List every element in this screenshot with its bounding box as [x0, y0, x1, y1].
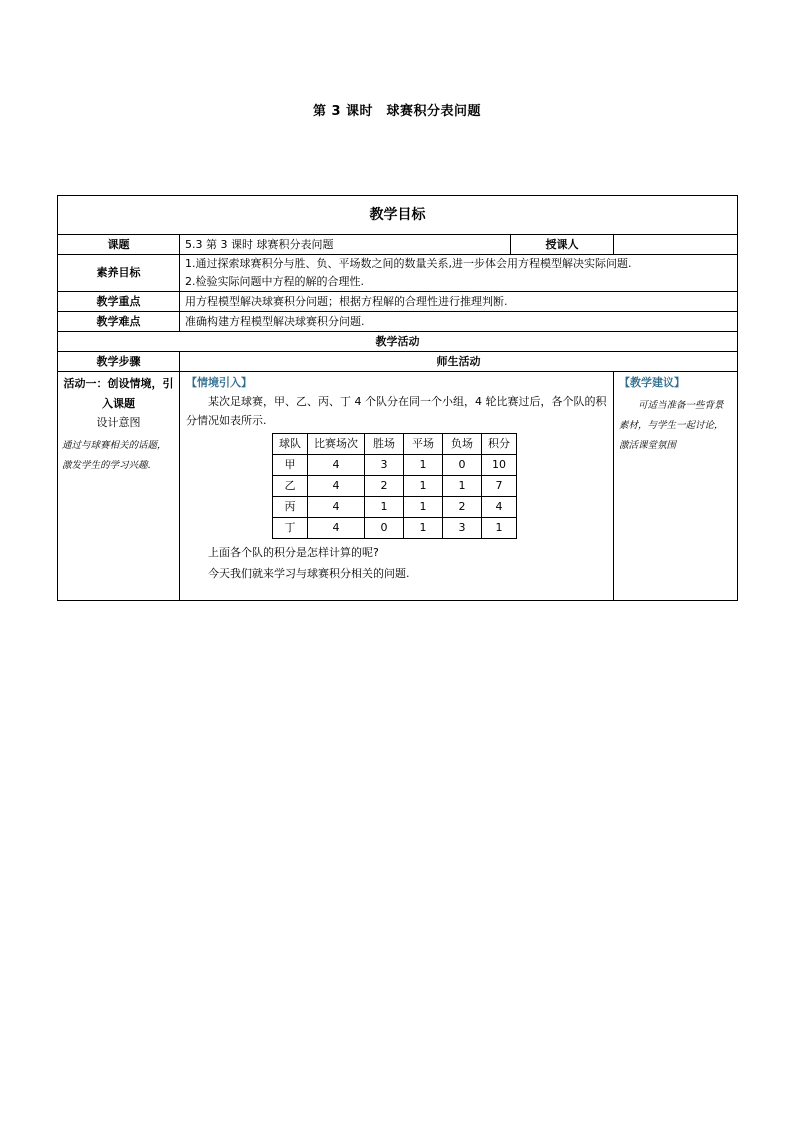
- score-table-cell: 3: [365, 455, 404, 476]
- question-text: 上面各个队的积分是怎样计算的呢?: [208, 546, 379, 559]
- score-table-row: [273, 497, 517, 518]
- score-table-cell: 0: [443, 455, 482, 476]
- teaching-suggestion-text: 可适当准备一些背景素材，与学生一起讨论，激活课堂氛围: [619, 400, 724, 451]
- literacy-goals-label: 素养目标: [58, 255, 180, 292]
- teaching-suggestion-tag: 【教学建议】: [619, 376, 685, 389]
- score-table-cell: 4: [482, 497, 517, 518]
- score-table-row: [273, 518, 517, 539]
- score-table-header: 积分: [482, 434, 517, 455]
- literacy-goal-item: 2.检验实际问题中方程的解的合理性.: [185, 275, 364, 288]
- score-table-cell: 1: [365, 497, 404, 518]
- teacher-value: [614, 235, 738, 255]
- score-table-cell: 4: [308, 497, 365, 518]
- teacher-student-activity-label: 师生活动: [180, 352, 738, 372]
- score-table-cell: 丙: [273, 497, 308, 518]
- topic-label: 课题: [58, 235, 180, 255]
- score-table-cell: 1: [482, 518, 517, 539]
- literacy-goal-item: 1.通过探索球赛积分与胜、负、平场数之间的数量关系,进一步体会用方程模型解决实际问题.: [185, 257, 632, 270]
- score-table-cell: 甲: [273, 455, 308, 476]
- activity1-steps-cell: [58, 372, 180, 601]
- teaching-goals-header: 教学目标: [58, 196, 738, 235]
- score-table-cell: 0: [365, 518, 404, 539]
- difficulties-label: 教学难点: [58, 312, 180, 332]
- situation-intro-tag: 【情境引入】: [186, 376, 252, 389]
- score-table-cell: 1: [404, 455, 443, 476]
- score-table-cell: 4: [308, 455, 365, 476]
- topic-value: 5.3 第 3 课时 球赛积分表问题: [180, 235, 511, 255]
- closing-text: 今天我们就来学习与球赛积分相关的问题.: [208, 567, 410, 580]
- score-table: [272, 433, 517, 539]
- score-table-header: 比赛场次: [308, 434, 365, 455]
- teaching-activities-header: 教学活动: [58, 332, 738, 352]
- score-table-header: 球队: [273, 434, 308, 455]
- score-table-cell: 3: [443, 518, 482, 539]
- activity1-title: 活动一：创设情境，引入课题: [63, 377, 174, 410]
- lesson-plan-table: [57, 195, 738, 601]
- score-table-cell: 2: [365, 476, 404, 497]
- score-table-cell: 丁: [273, 518, 308, 539]
- score-table-header: 平场: [404, 434, 443, 455]
- key-points-label: 教学重点: [58, 292, 180, 312]
- teacher-label: 授课人: [511, 235, 614, 255]
- score-table-cell: 10: [482, 455, 517, 476]
- score-table-cell: 1: [404, 476, 443, 497]
- score-table-cell: 1: [404, 518, 443, 539]
- score-table-cell: 7: [482, 476, 517, 497]
- score-table-header: 负场: [443, 434, 482, 455]
- page-title: 第 3 课时 球赛积分表问题: [312, 104, 482, 119]
- score-table-header: 胜场: [365, 434, 404, 455]
- score-table-cell: 1: [404, 497, 443, 518]
- teaching-steps-label: 教学步骤: [58, 352, 180, 372]
- activity1-content-cell: [180, 372, 614, 601]
- intro-text: 某次足球赛，甲、乙、丙、丁 4 个队分在同一个小组，4 轮比赛过后，各个队的积分情况如表所示.: [186, 395, 607, 427]
- literacy-goals-value: [180, 255, 738, 292]
- score-table-cell: 4: [308, 476, 365, 497]
- score-table-cell: 4: [308, 518, 365, 539]
- score-table-row: [273, 455, 517, 476]
- teaching-suggestion-cell: [614, 372, 738, 601]
- score-table-header-row: [273, 434, 517, 455]
- score-table-cell: 1: [443, 476, 482, 497]
- design-intent-label: 设计意图: [96, 416, 141, 429]
- score-table-cell: 乙: [273, 476, 308, 497]
- score-table-cell: 2: [443, 497, 482, 518]
- difficulties-value: 准确构建方程模型解决球赛积分问题.: [180, 312, 738, 332]
- design-intent-note: 通过与球赛相关的话题，激发学生的学习兴趣.: [62, 440, 167, 471]
- score-table-row: [273, 476, 517, 497]
- key-points-value: 用方程模型解决球赛积分问题；根据方程解的合理性进行推理判断.: [180, 292, 738, 312]
